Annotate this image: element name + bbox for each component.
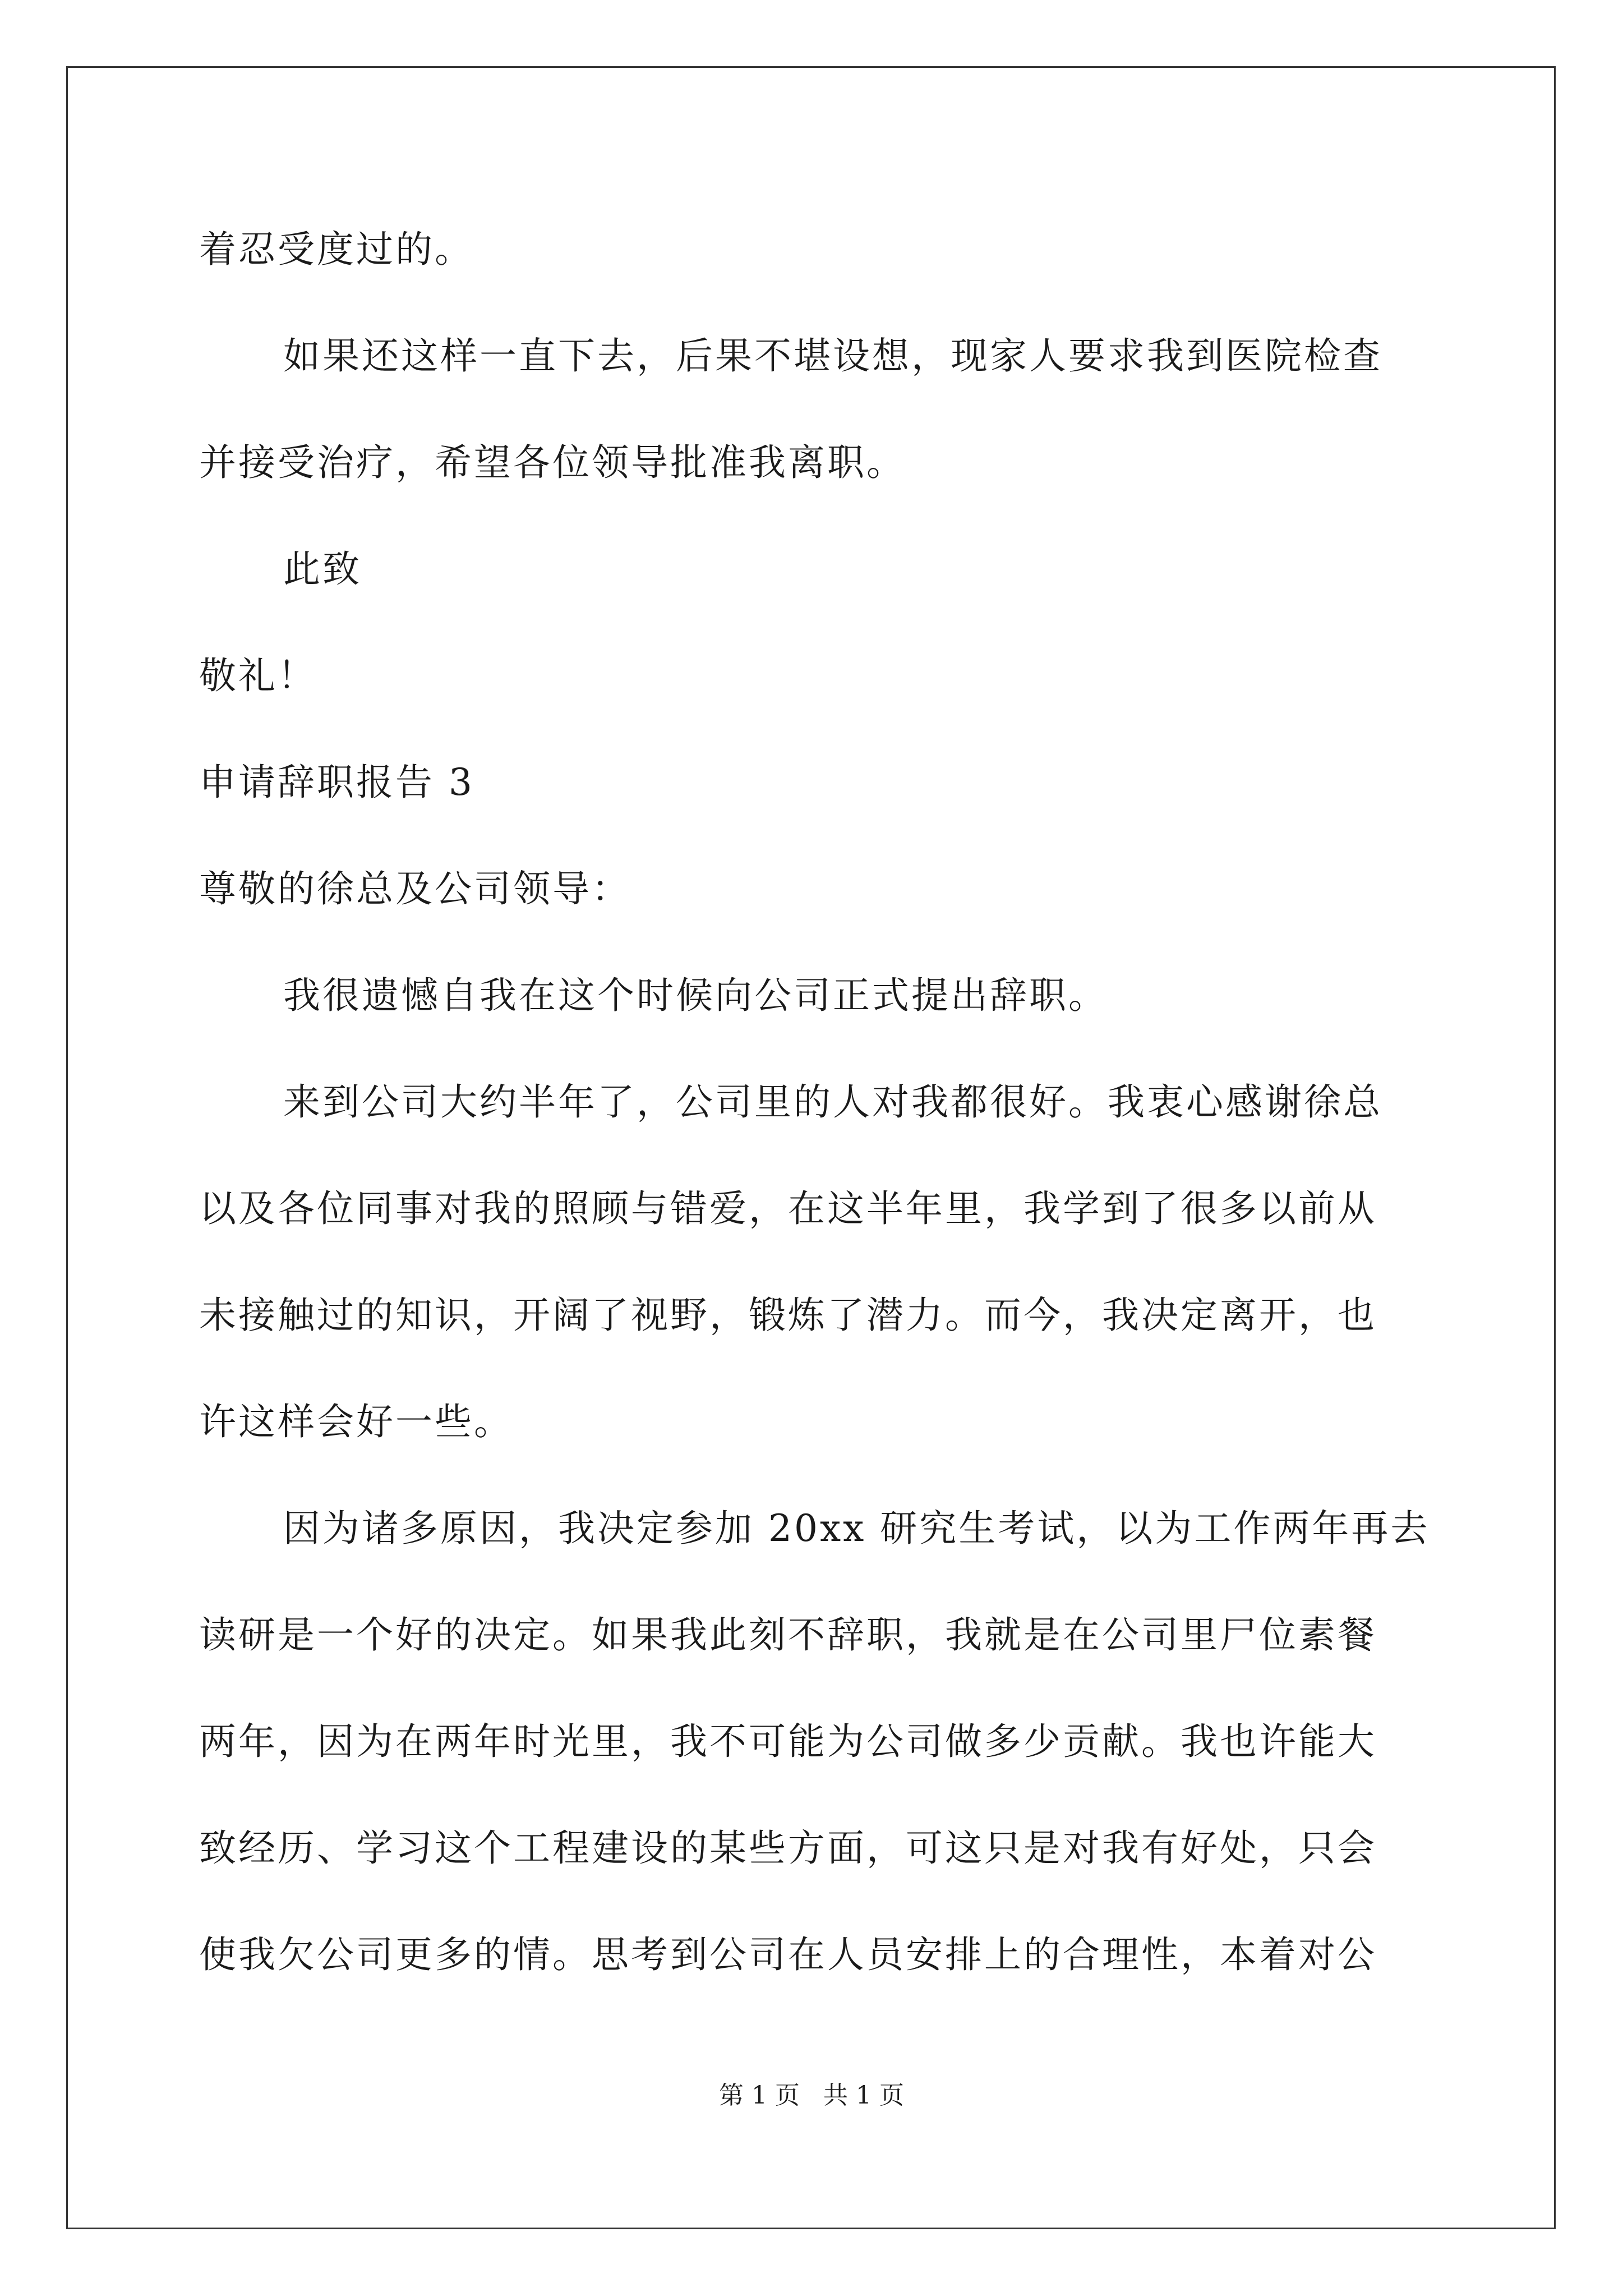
- body-line: 来到公司大约半年了，公司里的人对我都很好。我衷心感谢徐总: [283, 1080, 1382, 1124]
- page-number: 第 1 页 共 1 页: [719, 2081, 904, 2110]
- greeting: 尊敬的徐总及公司领导：: [199, 867, 631, 910]
- body-line: 致经历、学习这个工程建设的某些方面，可这只是对我有好处，只会: [199, 1826, 1377, 1870]
- body-line: 使我欠公司更多的情。思考到公司在人员安排上的合理性，本着对公: [199, 1933, 1377, 1976]
- body-line: 着忍受度过的。: [199, 228, 474, 271]
- body-line: 两年，因为在两年时光里，我不可能为公司做多少贡献。我也许能大: [199, 1720, 1377, 1763]
- closing-salutation: 敬礼！: [199, 654, 317, 697]
- body-line: 许这样会好一些。: [199, 1400, 513, 1443]
- body-line: 读研是一个好的决定。如果我此刻不辞职，我就是在公司里尸位素餐: [199, 1613, 1377, 1657]
- body-line: 我很遗憾自我在这个时候向公司正式提出辞职。: [283, 974, 1108, 1017]
- body-line: 并接受治疗，希望各位领导批准我离职。: [199, 441, 906, 484]
- body-line: 如果还这样一直下去，后果不堪设想，现家人要求我到医院检查: [283, 334, 1382, 378]
- body-line: 因为诸多原因，我决定参加 20xx 研究生考试，以为工作两年再去: [283, 1507, 1430, 1550]
- closing-salutation: 此致: [283, 547, 362, 591]
- body-line: 未接触过的知识，开阔了视野，锻炼了潜力。而今，我决定离开，也: [199, 1294, 1377, 1337]
- section-title: 申请辞职报告 3: [199, 761, 474, 804]
- body-line: 以及各位同事对我的照顾与错爱，在这半年里，我学到了很多以前从: [199, 1187, 1377, 1230]
- page-border: [66, 66, 1556, 2229]
